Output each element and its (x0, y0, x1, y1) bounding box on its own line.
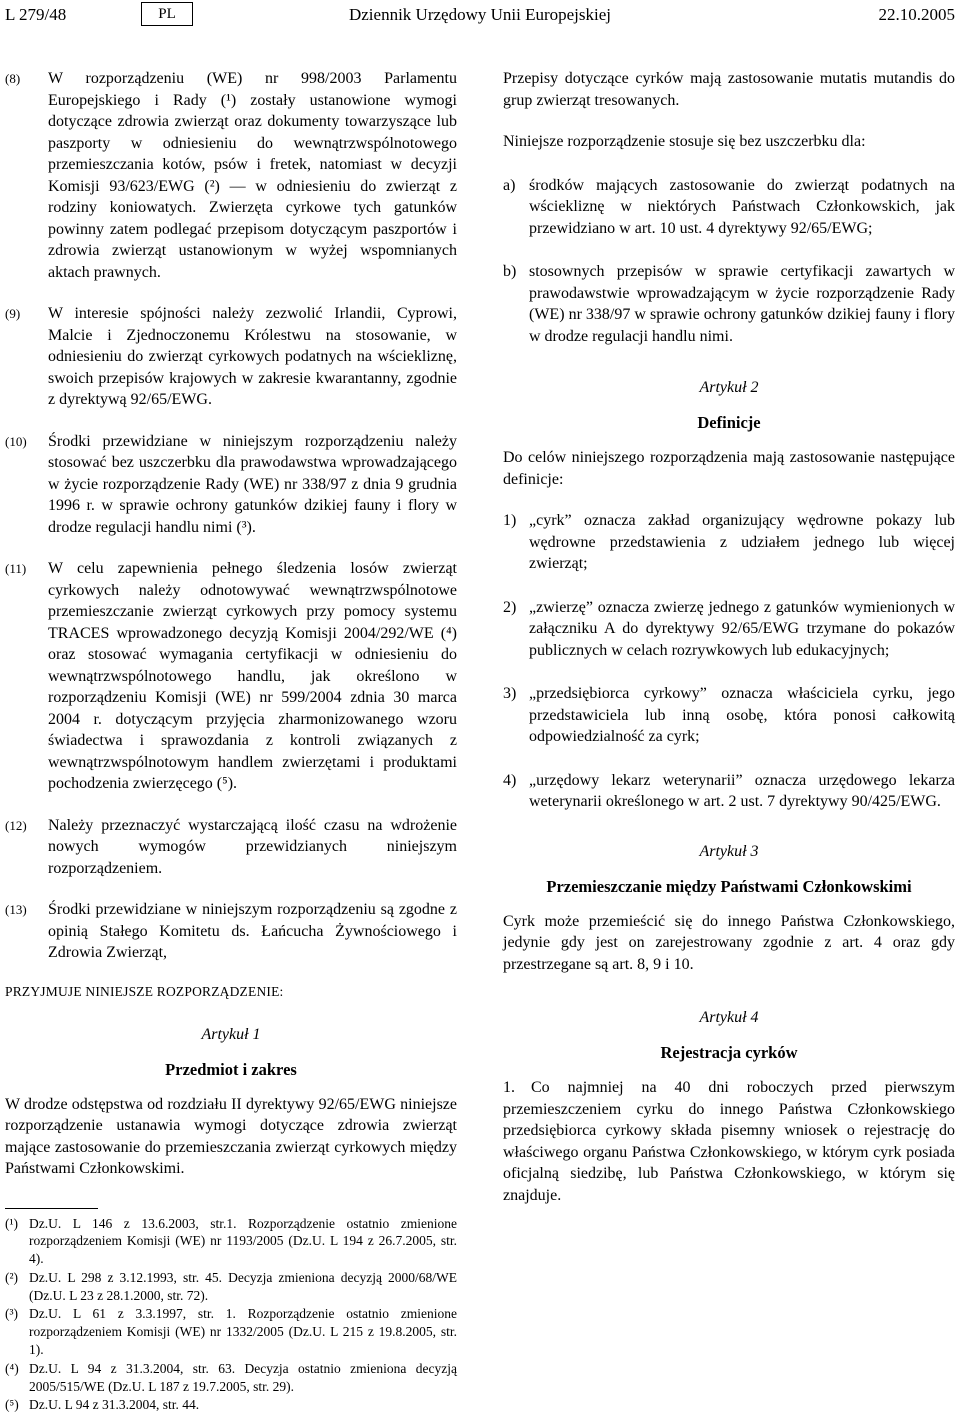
definition-label: 3) (503, 685, 517, 702)
language-badge: PL (141, 2, 193, 26)
footnote-text: Dz.U. L 298 z 3.12.1993, str. 45. Decyzja zmieniona decyzją 2000/68/WE (Dz.U. L 23 z 28.1.2000, str. 72). (29, 1269, 457, 1303)
article-1-text: W drodze odstępstwa od rozdziału II dyrektywy 92/65/EWG niniejsze rozporządzenie ustanawia wymogi dotyczące zdrowia zwierząt mające zastosowanie do przemieszczania zwierząt cyrkowych między Państwami Członkowskimi. (5, 1095, 457, 1177)
definition-text: „zwierzę” oznacza zwierzę jednego z gatunków wymienionych w załączniku A do dyrektywy 92/65/EWG trzymane do pokazów publicznych w celach rozrywkowych lub edukacyjnych; (529, 598, 955, 659)
footnote-text: Dz.U. L 94 z 31.3.2004, str. 63. Decyzja ostatnio zmieniona decyzją 2005/515/WE (Dz.U. L 187 z 19.7.2005, str. 29). (29, 1360, 457, 1394)
article-3-text: Cyrk może przemieścić się do innego Państwa Członkowskiego, jedynie gdy jest on zarejestrowany zgodnie z art. 4 oraz gdy przestrzegane są art. 8, 9 i 10. (503, 912, 955, 973)
article-3-title: Przemieszczanie między Państwami Członkowskimi (546, 876, 912, 896)
footnote (5, 1215, 457, 1268)
footnote-number: (⁴) (5, 1360, 19, 1376)
recital-number: (10) (5, 433, 27, 449)
recital-text: W interesie spójności należy zezwolić Irlandii, Cyprowi, Malcie i Zjednoczonemu Królestwu na stosowanie, w odniesieniu do zwierząt cyrkowych podatnych na wściekliznę, swoich przepisów krajowych w zakresie kwarantanny, zgodnie z dyrektywą 92/65/EWG. (48, 305, 457, 408)
footnote-text: Dz.U. L 61 z 3.3.1997, str. 1. Rozporządzenie ostatnio zmienione rozporządzeniem Komisji (WE) nr 1332/2005 (Dz.U. L 215 z 19.8.2005, str. 1). (29, 1306, 457, 1358)
recital-number: (9) (5, 306, 21, 321)
footnote-text: Dz.U. L 146 z 13.6.2003, str.1. Rozporządzenie ostatnio zmienione rozporządzeniem Komisji (WE) nr 1193/2005 (Dz.U. L 194 z 26.7.2005, str. 4). (29, 1215, 457, 1267)
article-4-title: Rejestracja cyrków (660, 1043, 798, 1062)
recital (5, 68, 457, 283)
list-item (503, 175, 955, 240)
footnote (5, 1360, 457, 1396)
without-prejudice-paragraph: Niniejsze rozporządzenie stosuje się bez uszczerbku dla: (503, 133, 866, 150)
footnote-text: Dz.U. L 94 z 31.3.2004, str. 44. (29, 1397, 200, 1413)
footnote (5, 1305, 457, 1358)
definition-label: 1) (503, 512, 517, 529)
footnote-number: (²) (5, 1269, 19, 1285)
page-header (5, 0, 955, 30)
definition-text: „przedsiębiorca cyrkowy” oznacza właściciela cyrku, jego przedstawiciela lub inną osobę, która ponosi całkowitą odpowiedzialność za cyrk; (529, 685, 955, 745)
recital-text: Środki przewidziane w niniejszym rozporządzeniu są zgodne z opinią Stałego Komitetu ds. Łańcucha Żywnościowego i Zdrowia Zwierząt, (48, 901, 457, 961)
left-column (5, 68, 457, 1415)
definition-text: „urzędowy lekarz weterynarii” oznacza urzędowego lekarza weterynarii określonego w art. 2 ust. 7 dyrektywy 90/425/EWG. (529, 771, 955, 810)
circus-groups-paragraph: Przepisy dotyczące cyrków mają zastosowanie mutatis mutandis do grup zwierząt tresowanych. (503, 70, 955, 109)
recital (5, 558, 457, 795)
list-text: stosownych przepisów w sprawie certyfikacji zawartych w prawodawstwie wprowadzającym w życie rozporządzenie Rady (WE) nr 338/97 w sprawie ochrony gatunków dzikiej fauny i flory w drodze regulacji handlu nimi. (529, 263, 955, 345)
recital (5, 815, 457, 880)
recital-number: (12) (5, 817, 27, 833)
list-label: a) (503, 176, 516, 194)
article-2-number: Artykuł 2 (699, 379, 759, 396)
publication-date: 22.10.2005 (878, 5, 955, 24)
journal-title: Dziennik Urzędowy Unii Europejskiej (348, 5, 611, 24)
definition-item (503, 770, 955, 813)
recital-text: Środki przewidziane w niniejszym rozporządzeniu należy stosować bez uszczerbku dla prawodawstwa wprowadzającego w życie rozporządzenie Rady (WE) nr 338/97 z dnia 9 grudnia 1996 r. w sprawie ochrony gatunków dzikiej fauny i flory w drodze regulacji handlu nimi (³). (48, 432, 457, 536)
footnote (5, 1396, 457, 1414)
definition-item (503, 597, 955, 662)
list-label: b) (503, 263, 517, 280)
definition-label: 4) (503, 771, 517, 789)
article-1-title: Przedmiot i zakres (165, 1059, 297, 1079)
recital-number: (8) (5, 71, 21, 86)
recital-number: (13) (5, 902, 27, 917)
list-text: środków mających zastosowanie do zwierząt podatnych na wściekliznę w niektórych Państwach Członkowskich, jak przewidziano w art. 10 ust. 4 dyrektywy 92/65/EWG; (529, 176, 955, 237)
article-4-number: Artykuł 4 (699, 1009, 759, 1026)
article-2-title: Definicje (697, 413, 761, 432)
footnote-number: (¹) (5, 1215, 19, 1231)
recital-text: Należy przeznaczyć wystarczającą ilość czasu na wdrożenie nowych wymogów przewidzianych niniejszym rozporządzeniem. (48, 816, 457, 877)
definition-text: „cyrk” oznacza zakład organizujący wędrowne pokazy lub wędrowne przedstawienia z udziałem jednego lub więcej zwierząt; (529, 512, 955, 572)
article-4-text: 1. Co najmniej na 40 dni roboczych przed pierwszym przemieszczeniem cyrku do innego Państwa Członkowskiego przedsiębiorca cyrkowy składa pisemny wniosek o rejestrację do właściwego organu Państwa Członkowskiego, w którym cyrk posiada oficjalną siedzibę, lub Państwa Członkowskiego, w którym się znajduje. (503, 1079, 955, 1204)
recital (5, 303, 457, 411)
footnote-number: (⁵) (5, 1397, 19, 1413)
enacting-formula: PRZYJMUJE NINIEJSZE ROZPORZĄDZENIE: (5, 983, 284, 999)
article-2-intro: Do celów niniejszego rozporządzenia mają zastosowanie następujące definicje: (503, 449, 955, 488)
footnote (5, 1269, 457, 1305)
article-3-number: Artykuł 3 (699, 842, 759, 860)
recital (5, 431, 457, 539)
article-1-number: Artykuł 1 (201, 1025, 261, 1043)
footnotes (5, 1215, 457, 1415)
recital-text: W celu zapewnienia pełnego śledzenia losów zwierząt cyrkowych należy odnotowywać wewnątrzwspólnotowe przemieszczanie zwierząt cyrkowych przy pomocy systemu TRACES wprowadzonego decyzją Komisji 2004/292/WE (⁴) oraz stosować wymagania certyfikacji w odniesieniu do wewnątrzwspólnotowego handlu, jak określono w rozporządzeniu Komisji (WE) nr 599/2004 zdnia 30 marca 2004 r. dotyczącym przyjęcia zharmonizowanego wzoru świadectwa i sprawozdania z kontroli związanych z wewnątrzwspólnotowym handlem zwierzętami i produktami pochodzenia zwierzęcego (⁵). (48, 560, 457, 792)
footnote-number: (³) (5, 1306, 19, 1322)
page-number: L 279/48 (5, 5, 67, 24)
definition-item (503, 683, 955, 748)
definition-item (503, 510, 955, 575)
recital-text: W rozporządzeniu (WE) nr 998/2003 Parlamentu Europejskiego i Rady (¹) zostały ustanowione wymogi dotyczące zdrowia zwierząt oraz dokumenty towarzyszące lub paszporty w odniesieniu do wewnątrzwspólnotowego przemieszczania kotów, psów i fretek, natomiast w decyzji Komisji 93/623/EWG (²) — w odniesieniu do zwierząt z rodziny koniowatych. Zwierzęta cyrkowe tych gatunków powinny zatem podlegać przepisom dotyczącym paszportów i zdrowia zwierząt ustanowionym w wyżej wspomnianych aktach prawnych. (48, 70, 457, 281)
footnote-separator (5, 1208, 98, 1215)
recital-number: (11) (5, 561, 27, 576)
list-item (503, 261, 955, 347)
definition-label: 2) (503, 598, 517, 616)
recital (5, 899, 457, 964)
right-column (503, 68, 955, 1226)
